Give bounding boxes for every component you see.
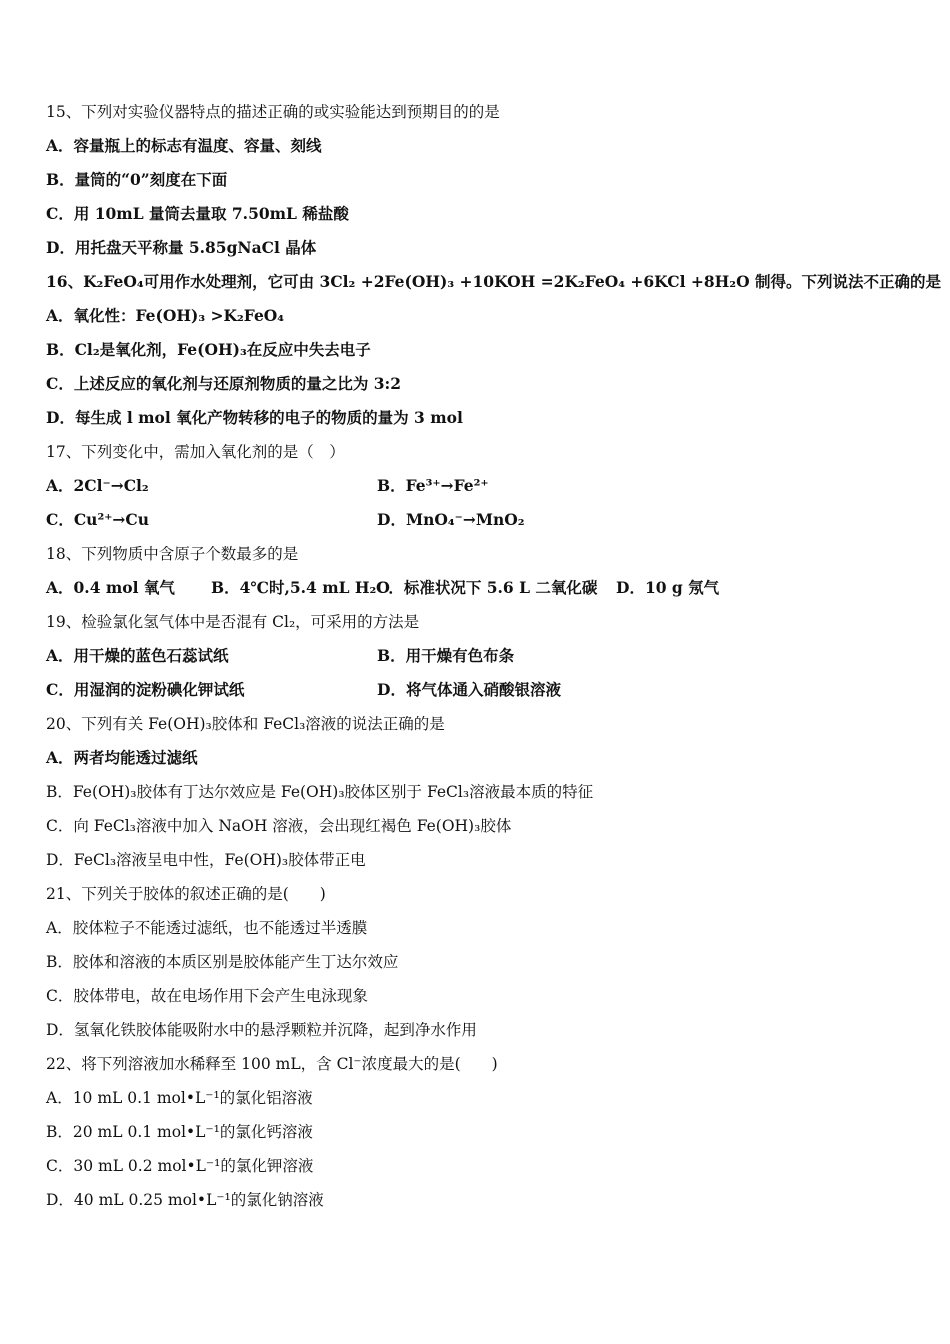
question-17-stem: 17、下列变化中，需加入氧化剂的是（ ） (46, 443, 345, 461)
question-21-option-d: D．氢氧化铁胶体能吸附水中的悬浮颗粒并沉降，起到净水作用 (46, 1021, 477, 1039)
question-16-option-b: B．Cl₂是氧化剂，Fe(OH)₃在反应中失去电子 (46, 340, 371, 359)
question-18-stem: 18、下列物质中含原子个数最多的是 (46, 545, 299, 563)
question-18-option-d: D．10 g 氖气 (616, 578, 720, 597)
question-18-option-b: B．4℃时,5.4 mL H₂O (211, 578, 390, 597)
question-16-option-d: D．每生成 l mol 氧化产物转移的电子的物质的量为 3 mol (46, 408, 463, 427)
question-15-option-c: C．用 10mL 量筒去量取 7.50mL 稀盐酸 (46, 204, 349, 223)
question-17-option-c: C．Cu²⁺→Cu (46, 510, 150, 529)
question-20-option-c: C．向 FeCl₃溶液中加入 NaOH 溶液，会出现红褐色 Fe(OH)₃胶体 (46, 817, 512, 835)
question-19-options-row-1 (46, 642, 916, 676)
question-17-options-row-1 (46, 472, 916, 506)
question-17-option-b: B．Fe³⁺→Fe²⁺ (377, 476, 489, 495)
question-19-option-a: A．用干燥的蓝色石蕊试纸 (46, 646, 229, 665)
question-16-option-c: C．上述反应的氧化剂与还原剂物质的量之比为 3:2 (46, 374, 402, 393)
question-22-option-c: C．30 mL 0.2 mol•L⁻¹的氯化钾溶液 (46, 1157, 314, 1175)
question-22-option-a: A．10 mL 0.1 mol•L⁻¹的氯化铝溶液 (46, 1089, 313, 1107)
exam-page (46, 98, 941, 1220)
question-19-options-row-2 (46, 676, 916, 710)
question-19-stem: 19、检验氯化氢气体中是否混有 Cl₂，可采用的方法是 (46, 613, 420, 631)
question-15-stem: 15、下列对实验仪器特点的描述正确的或实验能达到预期目的的是 (46, 103, 500, 121)
question-20-option-d: D．FeCl₃溶液呈电中性，Fe(OH)₃胶体带正电 (46, 851, 366, 869)
question-22-option-b: B．20 mL 0.1 mol•L⁻¹的氯化钙溶液 (46, 1123, 313, 1141)
question-18-option-c: C．标准状况下 5.6 L 二氧化碳 (376, 578, 598, 597)
question-21-option-a: A．胶体粒子不能透过滤纸，也不能透过半透膜 (46, 919, 368, 937)
question-19-option-c: C．用湿润的淀粉碘化钾试纸 (46, 680, 245, 699)
question-20-option-b: B．Fe(OH)₃胶体有丁达尔效应是 Fe(OH)₃胶体区别于 FeCl₃溶液最本质的特征 (46, 783, 594, 801)
question-18-option-a: A．0.4 mol 氧气 (46, 578, 175, 597)
question-21-option-b: B．胶体和溶液的本质区别是胶体能产生丁达尔效应 (46, 953, 399, 971)
question-15-option-d: D．用托盘天平称量 5.85gNaCl 晶体 (46, 238, 317, 257)
question-16-stem: 16、K₂FeO₄可用作水处理剂，它可由 3Cl₂ +2Fe(OH)₃ +10KOH =2K₂FeO₄ +6KCl +8H₂O 制得。下列说法不正确的是 (46, 272, 941, 291)
question-18-options-row (46, 574, 916, 608)
question-16-option-a: A．氧化性：Fe(OH)₃ >K₂FeO₄ (46, 306, 285, 325)
question-15-option-b: B．量筒的“0”刻度在下面 (46, 170, 228, 189)
question-17-option-d: D．MnO₄⁻→MnO₂ (377, 510, 525, 529)
question-22-stem: 22、将下列溶液加水稀释至 100 mL，含 Cl⁻浓度最大的是( ) (46, 1055, 498, 1073)
question-20-stem: 20、下列有关 Fe(OH)₃胶体和 FeCl₃溶液的说法正确的是 (46, 715, 445, 733)
question-21-option-c: C．胶体带电，故在电场作用下会产生电泳现象 (46, 987, 368, 1005)
question-22-option-d: D．40 mL 0.25 mol•L⁻¹的氯化钠溶液 (46, 1191, 324, 1209)
question-17-option-a: A．2Cl⁻→Cl₂ (46, 476, 149, 495)
question-17-options-row-2 (46, 506, 916, 540)
question-21-stem: 21、下列关于胶体的叙述正确的是( ) (46, 885, 326, 903)
question-19-option-b: B．用干燥有色布条 (377, 646, 515, 665)
question-19-option-d: D．将气体通入硝酸银溶液 (377, 680, 561, 699)
question-20-option-a: A．两者均能透过滤纸 (46, 748, 198, 767)
question-15-option-a: A．容量瓶上的标志有温度、容量、刻线 (46, 136, 322, 155)
